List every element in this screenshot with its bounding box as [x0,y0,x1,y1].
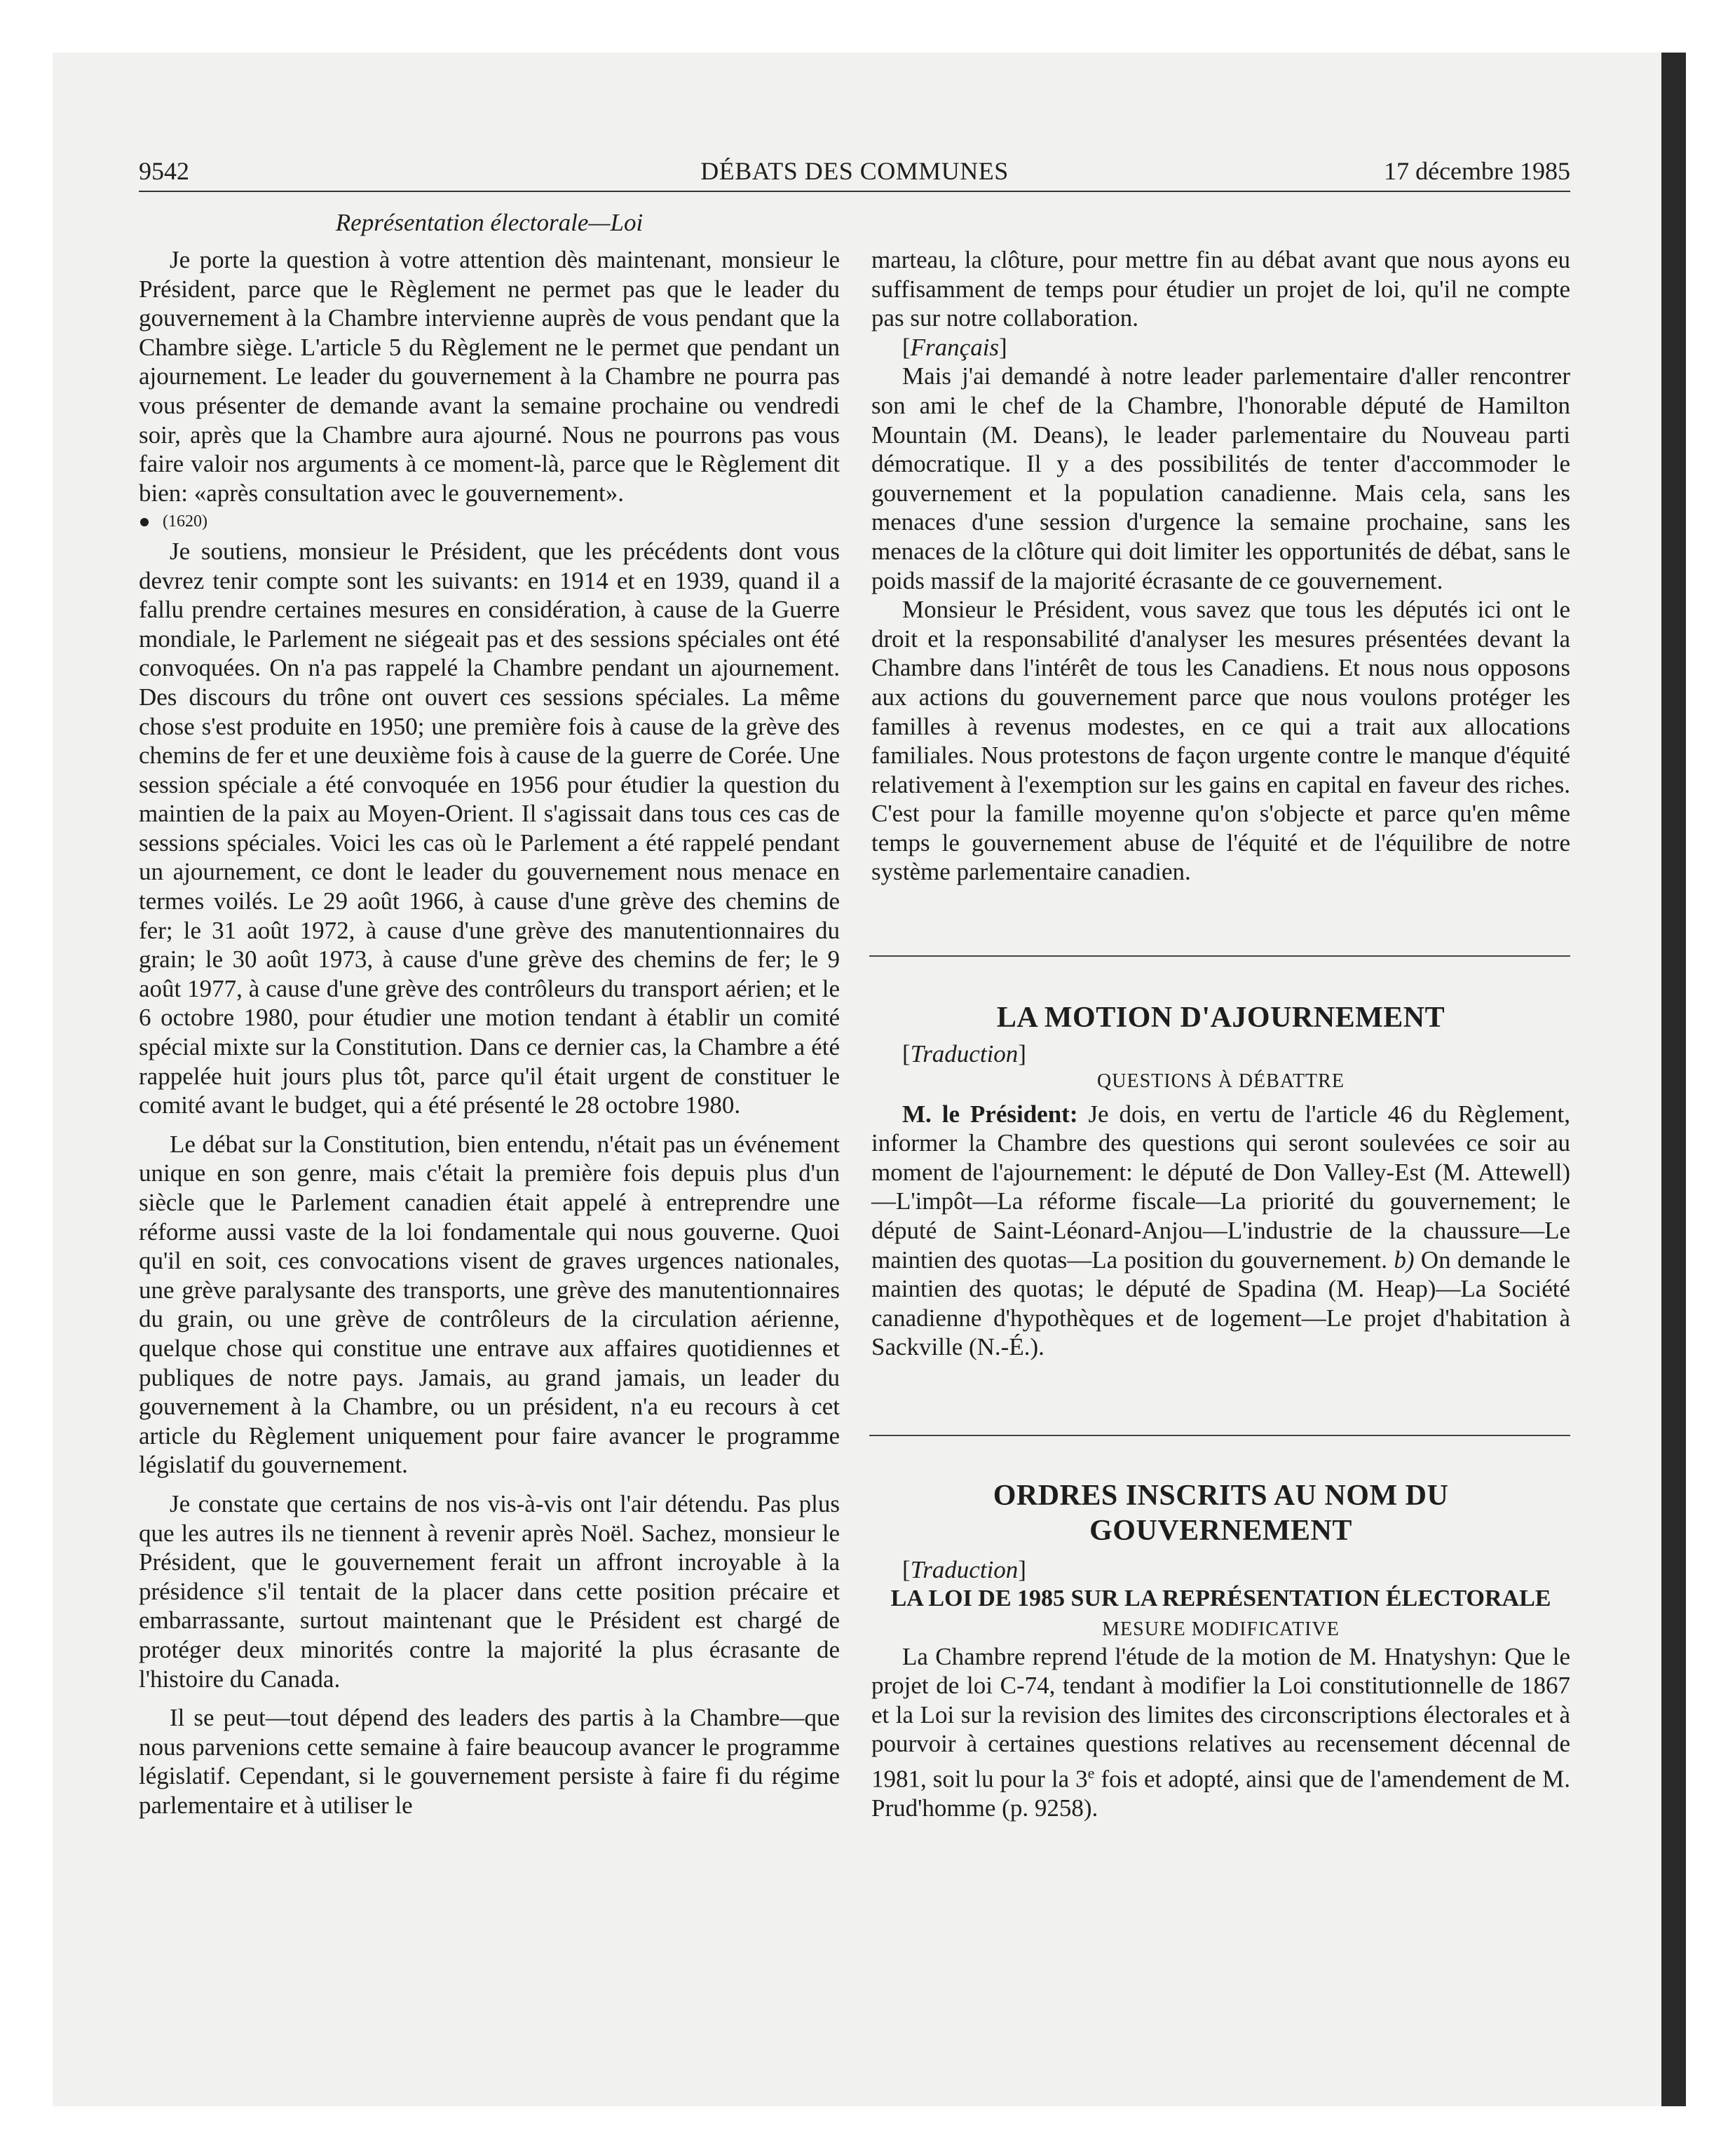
translation-tag: [Traduction] [902,1040,1026,1068]
paragraph [871,1642,1570,1823]
time-marker [139,507,840,537]
paragraph: Je soutiens, monsieur le Président, que les précédents dont vous devrez tenir compte sont les suivants: en 1914 et en 1939, quand il a fallu prendre certaines mesures en considération, à cause de la Guerre mondiale, le Parlement ne siégeait pas et des sessions spéciales ont été convoquées. On n'a pas rappelé la Chambre pendant un ajournement. Des discours du trône ont ouvert ces sessions spéciales. La même chose s'est produite en 1950; une première fois à cause de la grève des chemins de fer et une deuxième fois à cause de la guerre de Corée. Une session spéciale a été convoquée en 1956 pour étudier la question du maintien de la paix au Moyen-Orient. Il s'agissait dans tous ces cas de sessions spéciales. Voici les cas où le Parlement a été rappelé pendant un ajournement, ce dont le leader du gouvernement nous menace en termes voilés. Le 29 août 1966, à cause d'une grève des chemins de fer; le 31 août 1972, à cause d'une grève des manutentionnaires du grain; le 30 août 1973, à cause d'une grève des chemins de fer; le 9 août 1977, à cause d'une grève des contrôleurs du transport aérien; et le 6 octobre 1980, pour étudier une motion tendant à établir un comité spécial mixte sur la Constitution. Dans ce dernier cas, la Chambre a été rappelée huit jours plus tôt, parce qu'il était urgent de constituer le comité avant le budget, qui a été présenté le 28 octobre 1980. [139,537,840,1119]
paragraph: marteau, la clôture, pour mettre fin au débat avant que nous ayons eu suffisamment de temps pour étudier un projet de loi, qu'il ne compte pas sur notre collaboration. [871,246,1570,332]
bullet-icon [140,518,149,526]
paragraph: Je constate que certains de nos vis-à-vis ont l'air détendu. Pas plus que les autres ils ne tiennent à revenir après Noël. Sachez, monsieur le Président, que le gouvernement ferait un affront incroyable à la présidence s'il tentait de la placer dans cette position précaire et embarrassante, surtout maintenant que le Président est chargé de protéger deux minorités contre la majorité la plus écrasante de l'histoire du Canada. [139,1489,840,1693]
scan-edge [1661,53,1686,2106]
translation-tag-text: Traduction [910,1556,1019,1583]
language-tag-text: Français [910,333,1000,361]
right-column [871,245,1570,1823]
superscript: e [1087,1763,1095,1782]
translation-tag-text: Traduction [910,1040,1019,1068]
paragraph-text: La Chambre reprend l'étude de la motion de M. Hnatyshyn: Que le projet de loi C-74, tendant à modifier la Loi constitutionnelle de 1867 et la Loi sur la revision des limites des circonscriptions électorales et à pourvoir à certaines questions relatives au recensement décennal de 1981, soit lu pour la 3 [871,1642,1570,1793]
section-heading: LA MOTION D'AJOURNEMENT [996,1002,1445,1035]
paragraph: Il se peut—tout dépend des leaders des partis à la Chambre—que nous parvenions cette semaine à faire beaucoup avancer le programme législatif. Cependant, si le gouvernement persiste à faire fi du régime parlementaire et à utiliser le [139,1704,840,1819]
paragraph [871,1100,1570,1362]
section-divider [869,1435,1570,1436]
left-column [139,245,840,1820]
speaker-name: M. le Président: [902,1100,1078,1128]
bill-title: LA LOI DE 1985 SUR LA REPRÉSENTATION ÉLECTORALE [890,1585,1551,1611]
paragraph: Mais j'ai demandé à notre leader parlementaire d'aller rencontrer son ami le chef de la Chambre, l'honorable député de Hamilton Mountain (M. Deans), le leader parlementaire du Nouveau parti démocratique. Il y a des possibilités de tenter d'accommoder le gouvernement et la population canadienne. Mais cela, sans les menaces d'une session d'urgence la semaine prochaine, sans les menaces de la clôture qui doit limiter les opportunités de débat, sans le poids massif de la majorité écrasante de ce gouvernement. [871,362,1570,594]
publication-title: DÉBATS DES COMMUNES [700,157,1009,185]
section-subheading: MESURE MODIFICATIVE [1102,1618,1340,1640]
page-number: 9542 [139,157,189,185]
running-head: Représentation électorale—Loi [335,209,644,236]
section-subheading: QUESTIONS À DÉBATTRE [1097,1070,1345,1092]
item-letter: b) [1394,1246,1415,1274]
paragraph-text: Je dois, en vertu de l'article 46 du Règlement, informer la Chambre des questions qui seront soulevées ce soir au moment de l'ajournement: le député de Don Valley-Est (M. Attewell)—L'impôt—La réforme fiscale—La priorité du gouvernement; le député de Saint-Léonard-Anjou—L'industrie de la chaussure—Le maintien des quotas—La position du gouvernement. [871,1100,1570,1274]
language-tag: [Français] [902,333,1007,361]
paragraph: Le débat sur la Constitution, bien entendu, n'était pas un événement unique en son genre, mais c'était la première fois depuis plus d'un siècle que le Parlement canadien était appelé à entreprendre une réforme aussi vaste de la loi fondamentale qui nous gouverne. Quoi qu'il en soit, ces convocations visent de graves urgences nationales, une grève paralysante des transports, une grève des manutentionnaires du grain, ou une grève de contrôleurs de la circulation aérienne, quelque chose qui constitue une entrave aux affaires quotidiennes et publiques de notre pays. Jamais, au grand jamais, un leader du gouvernement à la Chambre, ou un président, n'a eu recours à cet article du Règlement uniquement pour faire avancer le programme législatif du gouvernement. [139,1130,840,1479]
translation-tag: [Traduction] [902,1556,1026,1583]
paragraph: Je porte la question à votre attention dès maintenant, monsieur le Président, parce que le Règlement ne permet pas que le leader du gouvernement à la Chambre intervienne auprès de vous pendant que la Chambre siège. L'article 5 du Règlement ne le permet que pendant un ajournement. Le leader du gouvernement à la Chambre ne pourra pas vous présenter de demande avant la semaine prochaine ou vendredi soir, après que la Chambre aura ajourné. Nous ne pourrons pas vous faire valoir nos arguments à ce moment-là, parce que le Règlement dit bien: «après consultation avec le gouvernement». [139,246,840,507]
paragraph-text: fois et adopté, ainsi que de l'amendement de M. Prud'homme (p. 9258). [871,1765,1570,1822]
page-header [139,156,1570,192]
section-divider [869,955,1570,957]
page-date: 17 décembre 1985 [1384,157,1570,185]
section-heading: ORDRES INSCRITS AU NOM DU GOUVERNEMENT [993,1480,1449,1547]
paragraph-text: On demande le maintien des quotas; le député de Spadina (M. Heap)—La Société canadienne d'hypothèques et de logement—Le projet d'habitation à Sackville (N.-É.). [871,1246,1571,1361]
time-stamp: (1620) [163,512,207,531]
paragraph: Monsieur le Président, vous savez que tous les députés ici ont le droit et la responsabilité d'analyser les mesures présentées devant la Chambre dans l'intérêt de tous les Canadiens. Et nous nous opposons aux actions du gouvernement parce que nous voulons protéger les familles à revenus modestes, en ce qui a trait aux allocations familiales. Nous protestons de façon urgente contre le manque d'équité relativement à l'exemption sur les gains en capital en faveur des riches. C'est pour la famille moyenne qu'on s'objecte et parce qu'en même temps le gouvernement abuse de l'équité et de l'équilibre de notre système parlementaire canadien. [871,596,1570,886]
